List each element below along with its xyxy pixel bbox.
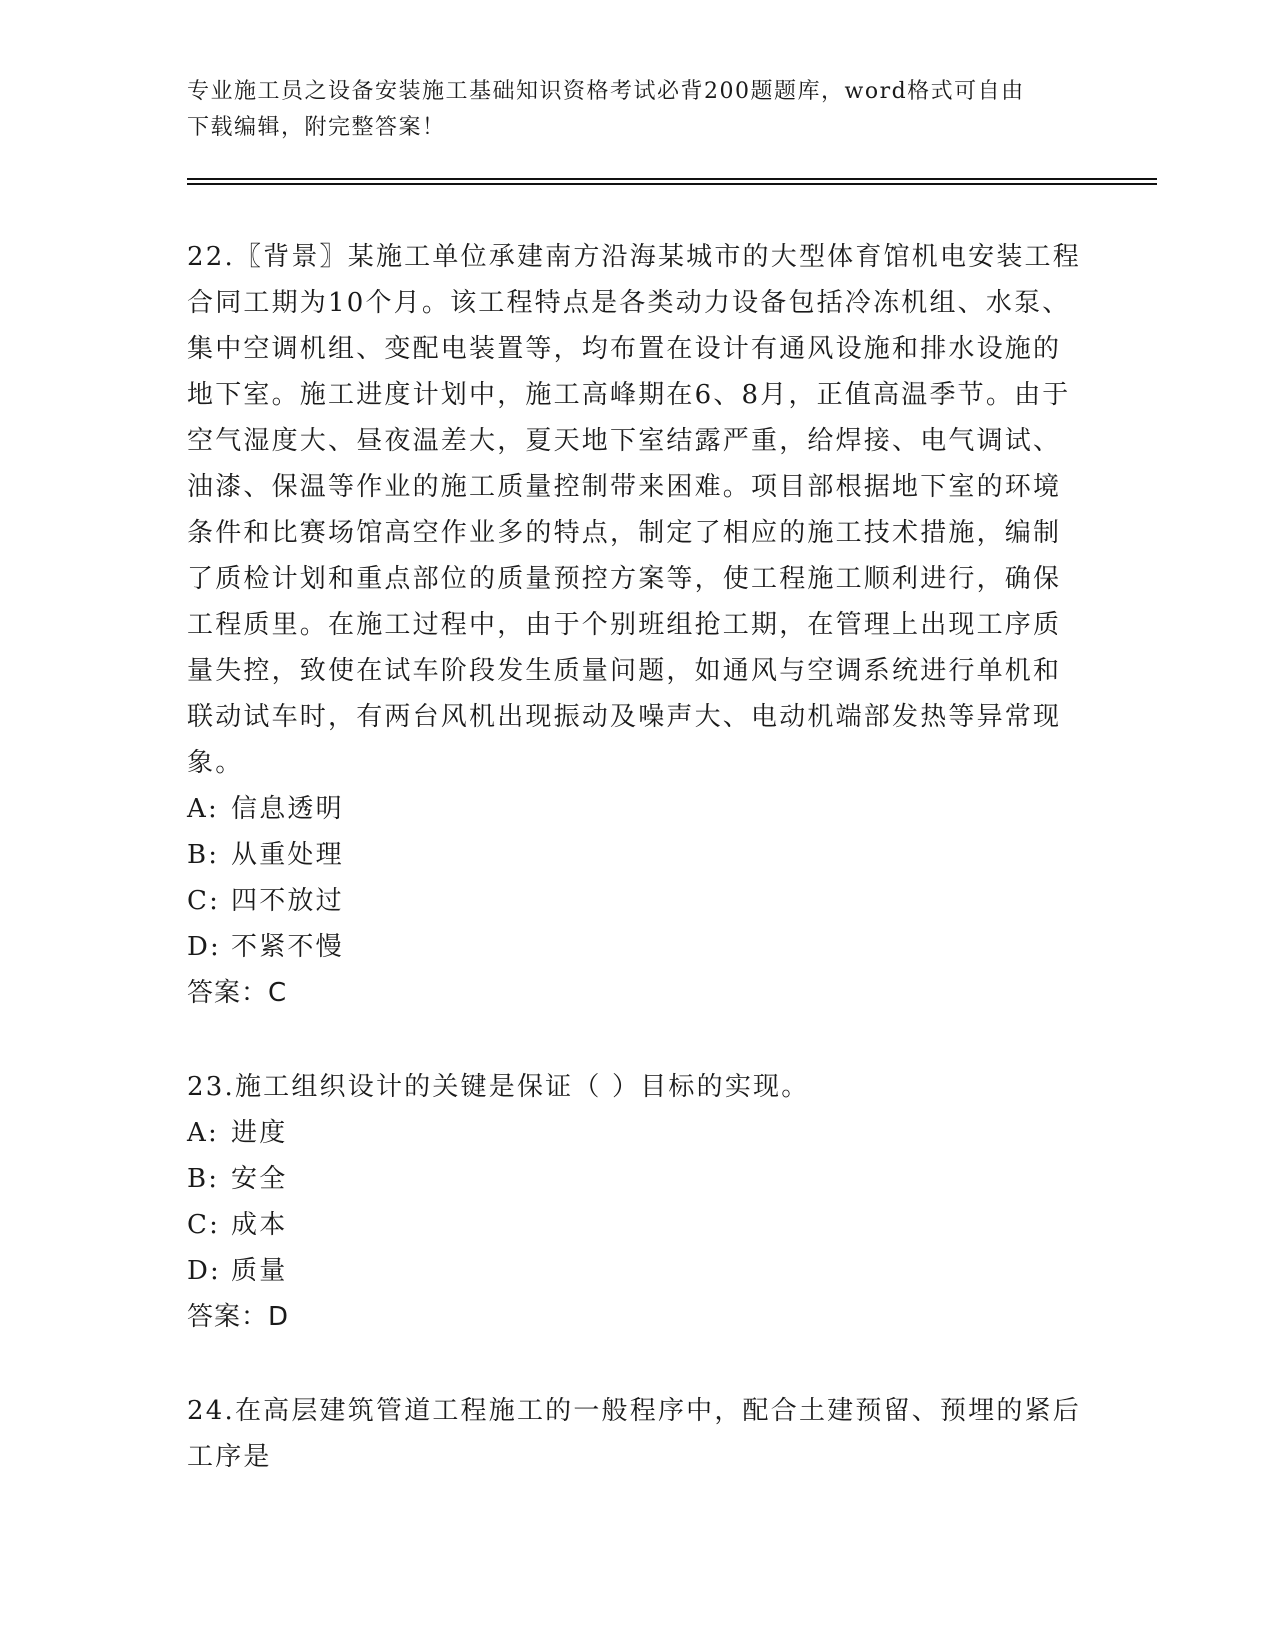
option-b xyxy=(187,832,1087,878)
option-letter: A: xyxy=(187,1118,219,1148)
question-stem: 23.施工组织设计的关键是保证（ ）目标的实现。 xyxy=(187,1072,810,1102)
option-a xyxy=(187,1110,1087,1156)
option-letter: C: xyxy=(187,886,221,916)
option-c xyxy=(187,1202,1087,1248)
answer-line: 答案：D xyxy=(187,1302,290,1332)
document-header xyxy=(187,74,1057,146)
question-list xyxy=(187,234,1087,1480)
option-letter: D: xyxy=(187,1256,222,1286)
option-c xyxy=(187,878,1087,924)
option-a xyxy=(187,786,1087,832)
option-b xyxy=(187,1156,1087,1202)
option-letter: B: xyxy=(187,1164,220,1194)
option-letter: A: xyxy=(187,794,219,824)
option-d xyxy=(187,1248,1087,1294)
option-letter: C: xyxy=(187,1210,221,1240)
header-line-1: 专业施工员之设备安装施工基础知识资格考试必背200题题库，word格式可自由 xyxy=(187,79,1025,104)
question-22 xyxy=(187,234,1087,1016)
question-24 xyxy=(187,1388,1087,1480)
option-text: 从重处理 xyxy=(231,840,344,870)
option-letter: D: xyxy=(187,932,222,962)
option-text: 质量 xyxy=(231,1256,288,1286)
option-text: 安全 xyxy=(231,1164,288,1194)
option-text: 四不放过 xyxy=(231,886,344,916)
option-text: 进度 xyxy=(231,1118,288,1148)
option-text: 不紧不慢 xyxy=(231,932,344,962)
option-d xyxy=(187,924,1087,970)
header-divider-bottom xyxy=(187,183,1157,185)
question-stem: 22.〖背景〗某施工单位承建南方沿海某城市的大型体育馆机电安装工程合同工期为10个月。该工程特点是各类动力设备包括冷冻机组、水泵、集中空调机组、变配电装置等，均布置在设计有通风设施和排水设施的地下室。施工进度计划中，施工高峰期在6、8月，正值高温季节。由于空气湿度大、昼夜温差大，夏天地下室结露严重，给焊接、电气调试、油漆、保温等作业的施工质量控制带来困难。项目部根据地下室的环境条件和比赛场馆高空作业多的特点，制定了相应的施工技术措施，编制了质检计划和重点部位的质量预控方案等，使工程施工顺利进行，确保工程质里。在施工过程中，由于个别班组抢工期，在管理上出现工序质量失控，致使在试车阶段发生质量问题，如通风与空调系统进行单机和联动试车时，有两台风机出现振动及噪声大、电动机端部发热等异常现象。 xyxy=(187,242,1081,778)
question-23 xyxy=(187,1064,1087,1340)
header-line-2: 下载编辑，附完整答案！ xyxy=(187,115,446,140)
option-letter: B: xyxy=(187,840,220,870)
answer-line: 答案：C xyxy=(187,978,288,1008)
option-text: 成本 xyxy=(231,1210,288,1240)
header-divider-top xyxy=(187,178,1157,180)
question-stem: 24.在高层建筑管道工程施工的一般程序中，配合土建预留、预埋的紧后工序是 xyxy=(187,1396,1081,1472)
option-text: 信息透明 xyxy=(231,794,344,824)
